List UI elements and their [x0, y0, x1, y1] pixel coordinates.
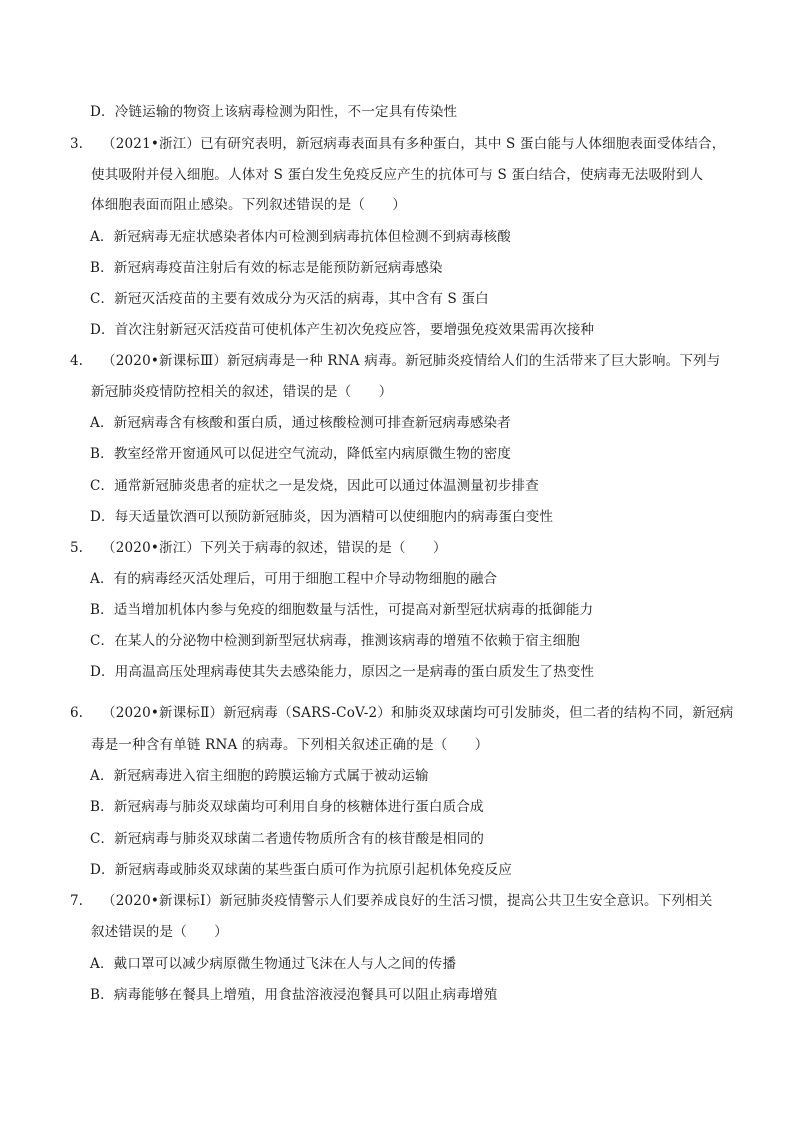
question-4-option-a: A．新冠病毒含有核酸和蛋白质，通过核酸检测可排查新冠病毒感染者 — [90, 415, 511, 431]
question-5-option-c: C．在某人的分泌物中检测到新型冠状病毒，推测该病毒的增殖不依赖于宿主细胞 — [90, 633, 581, 649]
question-3-option-d: D．首次注射新冠灭活疫苗可使机体产生初次免疫应答，要增强免疫效果需再次接种 — [90, 322, 595, 338]
question-3-option-c: C．新冠灭活疫苗的主要有效成分为灭活的病毒，其中含有 S 蛋白 — [90, 291, 489, 307]
question-3-stem-line-3: 体细胞表面而阻止感染。下列叙述错误的是（ ） — [91, 197, 407, 213]
question-7-option-b: B．病毒能够在餐具上增殖，用食盐溶液浸泡餐具可以阻止病毒增殖 — [90, 987, 498, 1003]
question-5-option-d: D．用高温高压处理病毒使其失去感染能力，原因之一是病毒的蛋白质发生了热变性 — [90, 664, 595, 680]
question-6-number: 6. — [70, 705, 83, 721]
question-6-option-a: A．新冠病毒进入宿主细胞的跨膜运输方式属于被动运输 — [90, 768, 429, 784]
question-4-number: 4. — [70, 353, 83, 369]
question-6-option-c: C．新冠病毒与肺炎双球菌二者遗传物质所含有的核苷酸是相同的 — [90, 831, 485, 847]
question-4-stem-line-1: （2020•新课标Ⅲ）新冠病毒是一种 RNA 病毒。新冠肺炎疫情给人们的生活带来了巨大影响。下列与 — [102, 353, 721, 369]
question-6-option-b: B．新冠病毒与肺炎双球菌均可利用自身的核糖体进行蛋白质合成 — [90, 799, 484, 815]
question-7-number: 7. — [70, 893, 83, 909]
question-3-stem-line-1: （2021•浙江）已有研究表明，新冠病毒表面具有多种蛋白，其中 S 蛋白能与人体细胞表面受体结合， — [102, 136, 726, 152]
question-4-stem-line-2: 新冠肺炎疫情防控相关的叙述，错误的是（ ） — [91, 384, 393, 400]
question-7-stem-line-1: （2020•新课标Ⅰ）新冠肺炎疫情警示人们要养成良好的生活习惯，提高公共卫生安全意识。下列相关 — [102, 893, 713, 909]
question-4-option-b: B．教室经常开窗通风可以促进空气流动，降低室内病原微生物的密度 — [90, 446, 512, 462]
question-3-number: 3. — [70, 136, 83, 152]
question-6-option-d: D．新冠病毒或肺炎双球菌的某些蛋白质可作为抗原引起机体免疫反应 — [90, 862, 513, 878]
question-3-stem-line-2: 使其吸附并侵入细胞。人体对 S 蛋白发生免疫反应产生的抗体可与 S 蛋白结合，使病毒无法吸附到人 — [91, 167, 704, 183]
question-6-stem-line-2: 毒是一种含有单链 RNA 的病毒。下列相关叙述正确的是（ ） — [91, 737, 489, 753]
question-3-option-a: A．新冠病毒无症状感染者体内可检测到病毒抗体但检测不到病毒核酸 — [90, 229, 511, 245]
question-4-option-d: D．每天适量饮酒可以预防新冠肺炎，因为酒精可以使细胞内的病毒蛋白变性 — [90, 509, 554, 525]
question-4-option-c: C．通常新冠肺炎患者的症状之一是发烧，因此可以通过体温测量初步排查 — [90, 478, 539, 494]
question-7-option-a: A．戴口罩可以减少病原微生物通过飞沫在人与人之间的传播 — [90, 956, 457, 972]
question-5-option-a: A．有的病毒经灭活处理后，可用于细胞工程中介导动物细胞的融合 — [90, 571, 498, 587]
option-d-prev: D．冷链运输的物资上该病毒检测为阳性，不一定具有传染性 — [90, 104, 458, 120]
question-5-option-b: B．适当增加机体内参与免疫的细胞数量与活性，可提高对新型冠状病毒的抵御能力 — [90, 602, 594, 618]
question-7-stem-line-2: 叙述错误的是（ ） — [91, 924, 228, 940]
question-6-stem-line-1: （2020•新课标Ⅱ）新冠病毒（SARS-CoV-2）和肺炎双球菌均可引发肺炎，但二者的结构不同，新冠病 — [102, 705, 734, 721]
question-5-number: 5. — [70, 540, 83, 556]
question-3-option-b: B．新冠病毒疫苗注射后有效的标志是能预防新冠病毒感染 — [90, 260, 443, 276]
question-5-stem-line-1: （2020•浙江）下列关于病毒的叙述，错误的是（ ） — [102, 540, 447, 556]
